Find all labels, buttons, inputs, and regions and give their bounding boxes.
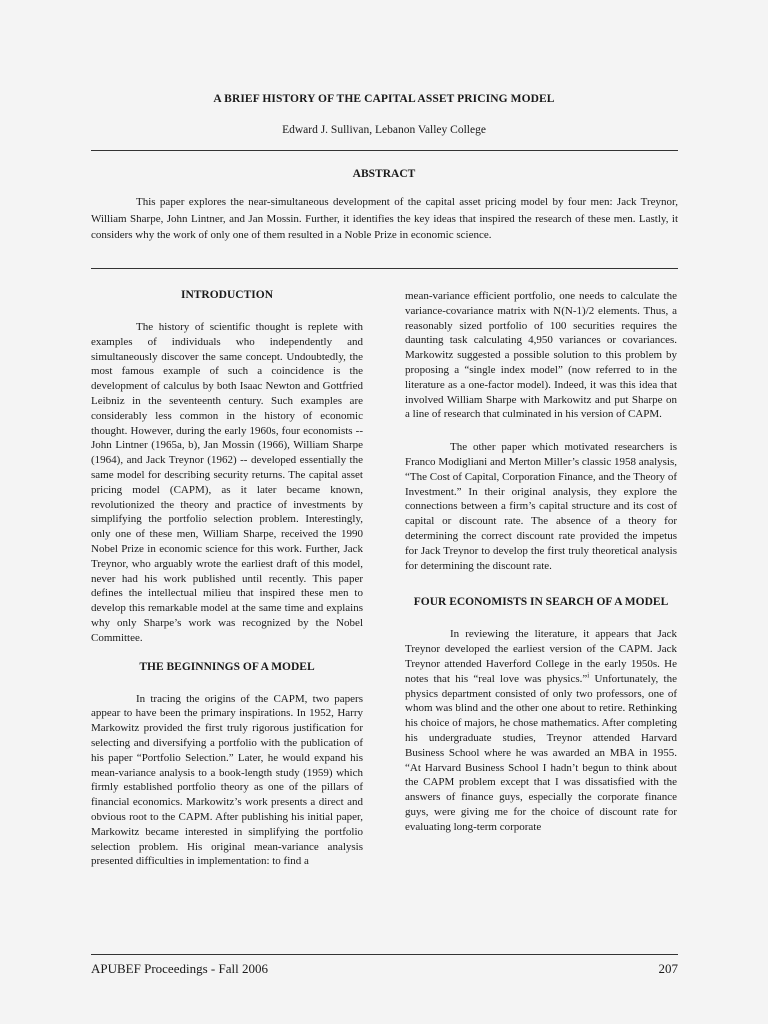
- author-line: Edward J. Sullivan, Lebanon Valley College: [282, 124, 486, 136]
- abstract-heading: ABSTRACT: [352, 168, 416, 180]
- footnote-marker[interactable]: i: [587, 671, 590, 680]
- rule-top: [91, 150, 678, 151]
- paper-title: A BRIEF HISTORY OF THE CAPITAL ASSET PRICING MODEL: [213, 93, 555, 105]
- rule-footer: [91, 954, 678, 955]
- left-column: [91, 288, 363, 869]
- page-number: 207: [658, 961, 678, 976]
- other-paper-paragraph: The other paper which motivated researchers is Franco Modigliani and Merton Miller’s classic 1958 analysis, “The Cost of Capital, Corporation Finance, and the Theory of Investment.” In their original analysis, they explore the connections between a firm’s capital structure and its cost of capital or discount rate. The absence of a theory for determining the correct discount rate provided the impetus for Jack Treynor to develop the first truly theoretical analysis for determining the discount rate.: [405, 441, 677, 572]
- abstract-text: This paper explores the near-simultaneous development of the capital asset pricing model by four men: Jack Treynor, William Sharpe, John Lintner, and Jan Mossin. Further, it identifies the key ideas that inspired the research of these men. Lastly, it considers why the work of only one of them resulted in a Noble Prize in economic science.: [91, 196, 678, 241]
- rule-below-abstract: [91, 268, 678, 269]
- section-heading-introduction: INTRODUCTION: [180, 289, 273, 301]
- continuation-paragraph: mean-variance efficient portfolio, one needs to calculate the variance-covariance matrix with N(N-1)/2 elements. Thus, a reasonably sized portfolio of 100 securities requires the daunting task calculating 4,950 variances or covariances. Markowitz suggested a possible solution to this problem by proposing a “single index model” (now referred to in the literature as a one-factor model). Indeed, it was this idea that involved William Sharpe with Markowitz and put Sharpe on a line of research that culminated in his version of CAPM.: [405, 290, 677, 421]
- introduction-paragraph: The history of scientific thought is replete with examples of individuals who independently and simultaneously discover the same concept. Undoubtedly, the most famous example of such a coincidence is the development of calculus by both Isaac Newton and Gottfried Leibniz in the seventeenth century. Such examples are considerably less common in the history of economic thought. However, during the early 1960s, four economists -- John Lintner (1965a, b), Jan Mossin (1966), William Sharpe (1964), and Jack Treynor (1962) -- developed essentially the same model for describing security returns. The capital asset pricing model (CAPM), as it later became known, revolutionized the theory and practice of investments by simplifying the portfolio selection problem. Interestingly, only one of these men, William Sharpe, received the 1990 Nobel Prize in economic science for this work. Further, Jack Treynor, who arguably wrote the earliest draft of this model, never had his work published until recently. This paper defines the intellectual milieu that inspired these men to develop this remarkable model at the same time and explains why only Sharpe’s work was recognized by the Nobel Committee.: [91, 321, 363, 644]
- right-column: [405, 289, 677, 835]
- proceedings-label: APUBEF Proceedings - Fall 2006: [91, 961, 268, 976]
- four-economists-paragraph: In reviewing the literature, it appears that Jack Treynor developed the earliest version of the CAPM. Jack Treynor attended Haverford College in the early 1950s. He notes that his “real love was physics.”$^i$ Unfortunately, the physics department consisted of only two professors, one of whom was blind and the other one about to retire. Rethinking his choice of majors, he chose mathematics. After completing his undergraduate studies, Treynor attended Harvard Business School where he was awarded an MBA in 1955. “At Harvard Business School I hadn’t begun to think about the CAPM problem except that I was dissatisfied with the answers of finance guys, especially the corporate finance guys, were giving me for the choice of discount rate for evaluating long-term corporate: [405, 628, 677, 833]
- beginnings-paragraph: In tracing the origins of the CAPM, two papers appear to have been the primary inspirations. In 1952, Harry Markowitz provided the first truly rigorous justification for selecting and diversifying a portfolio with the publication of his paper “Portfolio Selection.” Later, he would expand his mean-variance analysis to a book-length study (1959) which firmly established portfolio theory as one of the pillars of financial economics. Markowitz’s work presents a direct and obvious root to the CAPM. After publishing his initial paper, Markowitz became interested in simplifying the portfolio selection problem. His original mean-variance analysis presented difficulties in implementation: to find a: [91, 692, 363, 868]
- page-footer: [91, 961, 678, 977]
- section-heading-four-economists: FOUR ECONOMISTS IN SEARCH OF A MODEL: [413, 596, 669, 609]
- section-heading-beginnings: THE BEGINNINGS OF A MODEL: [139, 660, 315, 673]
